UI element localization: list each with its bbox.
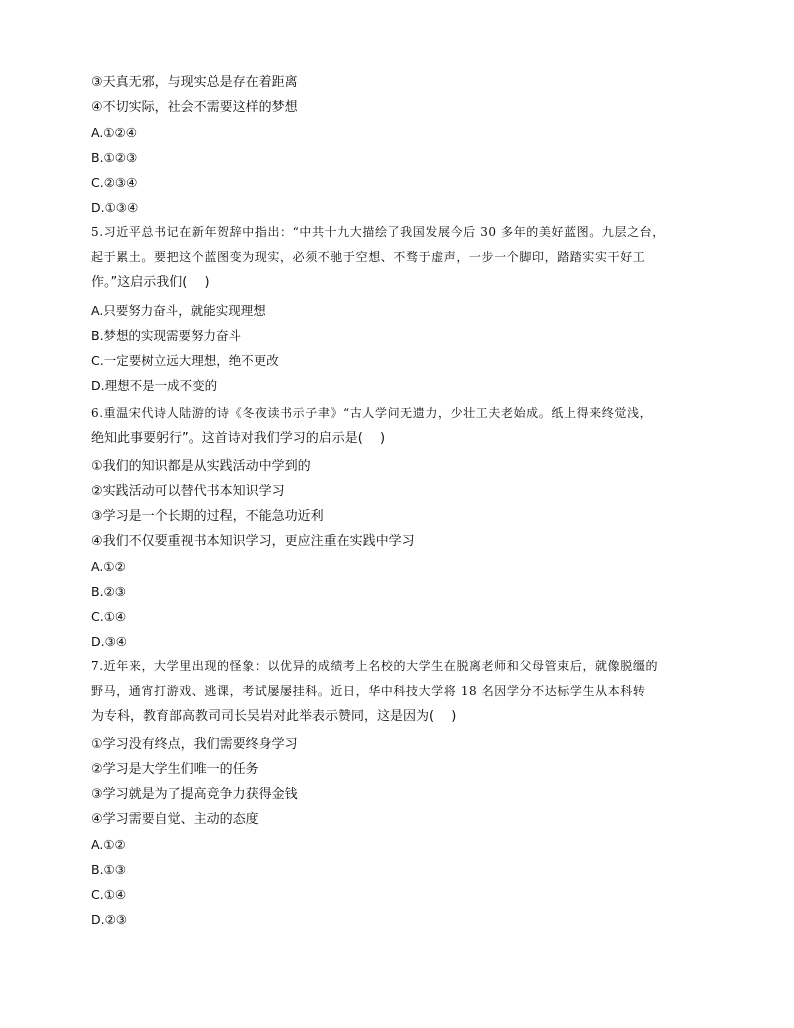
question-7 — [91, 654, 731, 932]
option-c[interactable]: C.①④ — [91, 609, 127, 624]
question-4-continued — [91, 70, 731, 220]
question-6 — [91, 401, 731, 654]
question-stem-line: 为专科，教育部高教司司长吴岩对此举表示赞同，这是因为( ) — [91, 709, 457, 724]
question-stem-line: 绝知此事要躬行”。这首诗对我们学习的启示是( ) — [91, 431, 386, 446]
question-stem-line: 野马，通宵打游戏、逃课，考试屡屡挂科。近日，华中科技大学将 18 名因学分不达标学生从本科转 — [91, 684, 646, 698]
statement-4: ④不切实际，社会不需要这样的梦想 — [91, 100, 298, 115]
question-stem-line: 5.习近平总书记在新年贺辞中指出：“中共十九大描绘了我国发展今后 30 多年的美好蓝图。九层之台， — [91, 225, 665, 239]
exam-page — [91, 70, 731, 932]
statement-4: ④学习需要自觉、主动的态度 — [91, 812, 259, 827]
statement-1: ①学习没有终点，我们需要终身学习 — [91, 737, 298, 752]
statement-4: ④我们不仅要重视书本知识学习，更应注重在实践中学习 — [91, 534, 415, 549]
question-5 — [91, 220, 731, 398]
question-stem-line: 起于累土。要把这个蓝图变为现实，必须不驰于空想、不骛于虚声，一步一个脚印，踏踏实实干好工 — [91, 250, 646, 264]
option-a[interactable]: A.①② — [91, 837, 126, 852]
statement-2: ②学习是大学生们唯一的任务 — [91, 762, 259, 777]
question-stem-line: 6.重温宋代诗人陆游的诗《冬夜读书示子聿》“古人学问无遗力，少壮工夫老始成。纸上得来终觉浅， — [91, 406, 653, 420]
statement-3: ③学习是一个长期的过程，不能急功近利 — [91, 509, 324, 524]
statement-2: ②实践活动可以替代书本知识学习 — [91, 484, 285, 499]
option-c[interactable]: C.①④ — [91, 887, 127, 902]
option-a[interactable]: A.只要努力奋斗，就能实现理想 — [91, 303, 266, 318]
option-b[interactable]: B.①②③ — [91, 150, 138, 165]
statement-3: ③学习就是为了提高竞争力获得金钱 — [91, 787, 298, 802]
option-d[interactable]: D.理想不是一成不变的 — [91, 378, 218, 393]
option-d[interactable]: D.③④ — [91, 634, 128, 649]
question-stem-line: 7.近年来，大学里出现的怪象：以优异的成绩考上名校的大学生在脱离老师和父母管束后，就像脱缰的 — [91, 659, 659, 673]
option-b[interactable]: B.②③ — [91, 584, 126, 599]
question-stem-line: 作。”这启示我们( ) — [91, 275, 210, 290]
option-b[interactable]: B.梦想的实现需要努力奋斗 — [91, 328, 242, 343]
option-c[interactable]: C.一定要树立远大理想，绝不更改 — [91, 353, 279, 368]
option-c[interactable]: C.②③④ — [91, 175, 138, 190]
statement-1: ①我们的知识都是从实践活动中学到的 — [91, 459, 311, 474]
option-a[interactable]: A.①②④ — [91, 125, 137, 140]
option-b[interactable]: B.①③ — [91, 862, 126, 877]
option-a[interactable]: A.①② — [91, 559, 126, 574]
statement-3: ③天真无邪，与现实总是存在着距离 — [91, 75, 298, 90]
option-d[interactable]: D.①③④ — [91, 200, 139, 215]
option-d[interactable]: D.②③ — [91, 912, 128, 927]
